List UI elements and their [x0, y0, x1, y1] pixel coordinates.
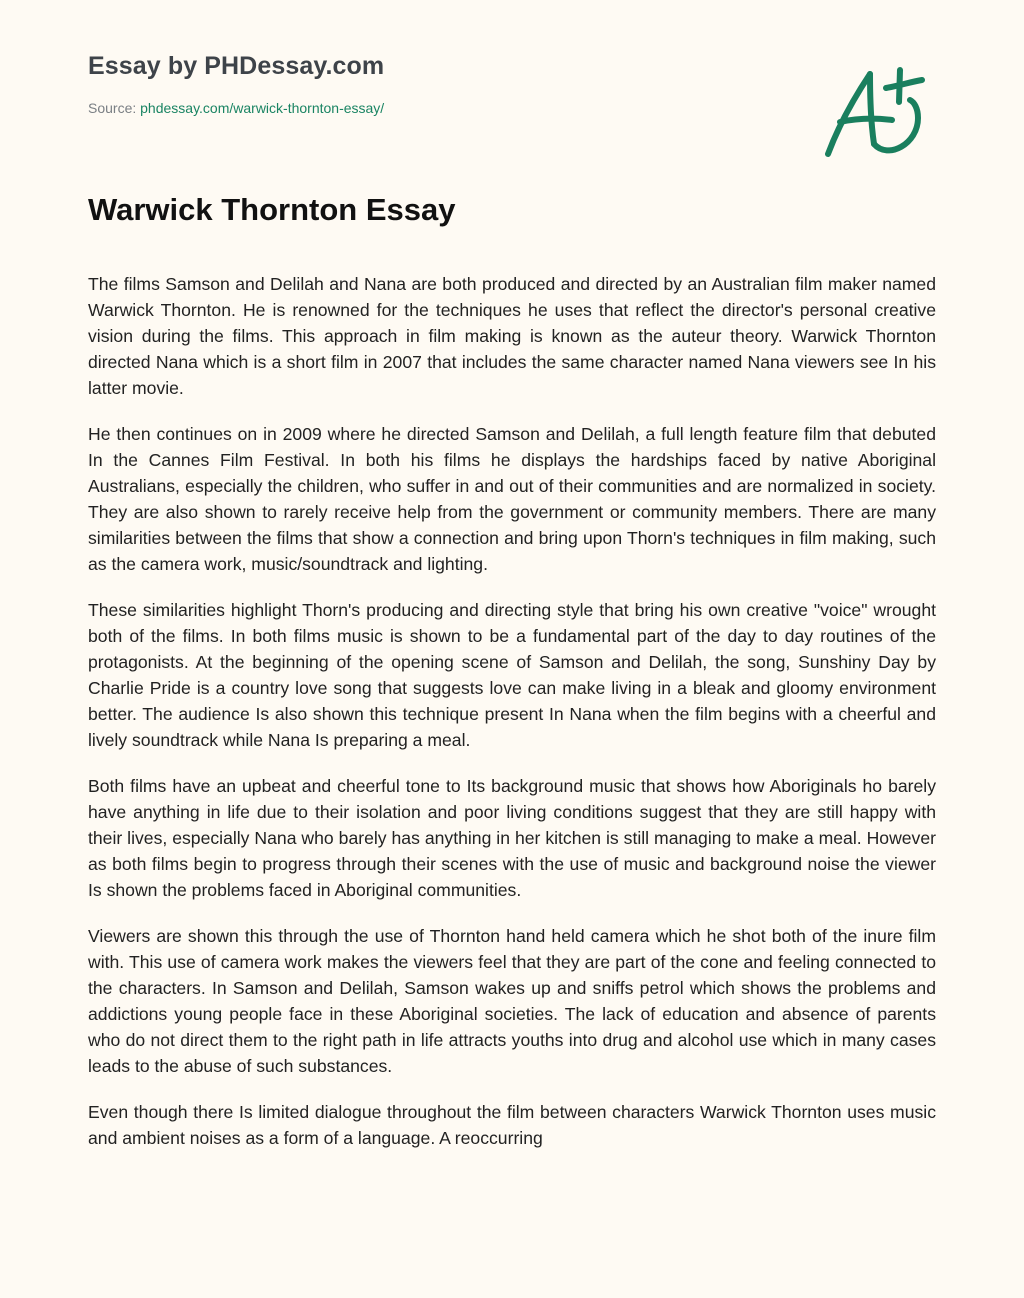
a-plus-grade-icon: [818, 62, 930, 162]
site-header: [88, 50, 788, 117]
source-link[interactable]: phdessay.com/warwick-thornton-essay/: [140, 100, 385, 116]
essay-paragraph: The films Samson and Delilah and Nana are both produced and directed by an Australian film maker named Warwick Thornton. He is renowned for the techniques he uses that reflect the director's personal creative vision during the films. This approach in film making is known as the auteur theory. Warwick Thornton directed Nana which is a short film in 2007 that includes the same character named Nana viewers see In his latter movie.: [88, 274, 936, 398]
essay-paragraph: These similarities highlight Thorn's producing and directing style that bring his own creative "voice" wrought both of the films. In both films music is shown to be a fundamental part of the day to day routines of the protagonists. At the beginning of the opening scene of Samson and Delilah, the song, Sunshiny Day by Charlie Pride is a country love song that suggests love can make living in a bleak and gloomy environment better. The audience Is also shown this technique present In Nana when the film begins with a cheerful and lively soundtrack while Nana Is preparing a meal.: [88, 600, 936, 750]
essay-body: [88, 271, 936, 1171]
essay-paragraph: He then continues on in 2009 where he directed Samson and Delilah, a full length feature film that debuted In the Cannes Film Festival. In both his films he displays the hardships faced by native Aboriginal Australians, especially the children, who suffer in and out of their communities and are normalized in society. They are also shown to rarely receive help from the government or community members. There are many similarities between the films that show a connection and bring upon Thorn's techniques in film making, such as the camera work, music/soundtrack and lighting.: [88, 424, 936, 574]
essay-paragraph: Both films have an upbeat and cheerful tone to Its background music that shows how Aboriginals ho barely have anything in life due to their isolation and poor living conditions suggest that they are still happy with their lives, especially Nana who barely has anything in her kitchen is still managing to make a meal. However as both films begin to progress through their scenes with the use of music and background noise the viewer Is shown the problems faced in Aboriginal communities.: [88, 776, 936, 900]
essay-paragraph: Viewers are shown this through the use of Thornton hand held camera which he shot both of the inure film with. This use of camera work makes the viewers feel that they are part of the cone and feeling connected to the characters. In Samson and Delilah, Samson wakes up and sniffs petrol which shows the problems and addictions young people face in these Aboriginal societies. The lack of education and absence of parents who do not direct them to the right path in life attracts youths into drug and alcohol use which in many cases leads to the abuse of such substances.: [88, 926, 936, 1076]
brand-title: Essay by PHDessay.com: [88, 52, 385, 80]
essay-paragraph: Even though there Is limited dialogue throughout the film between characters Warwick Thornton uses music and ambient noises as a form of a language. A reoccurring: [88, 1102, 936, 1148]
essay-title: Warwick Thornton Essay: [88, 192, 456, 227]
source-line: [88, 99, 788, 117]
source-label: Source:: [88, 100, 137, 116]
